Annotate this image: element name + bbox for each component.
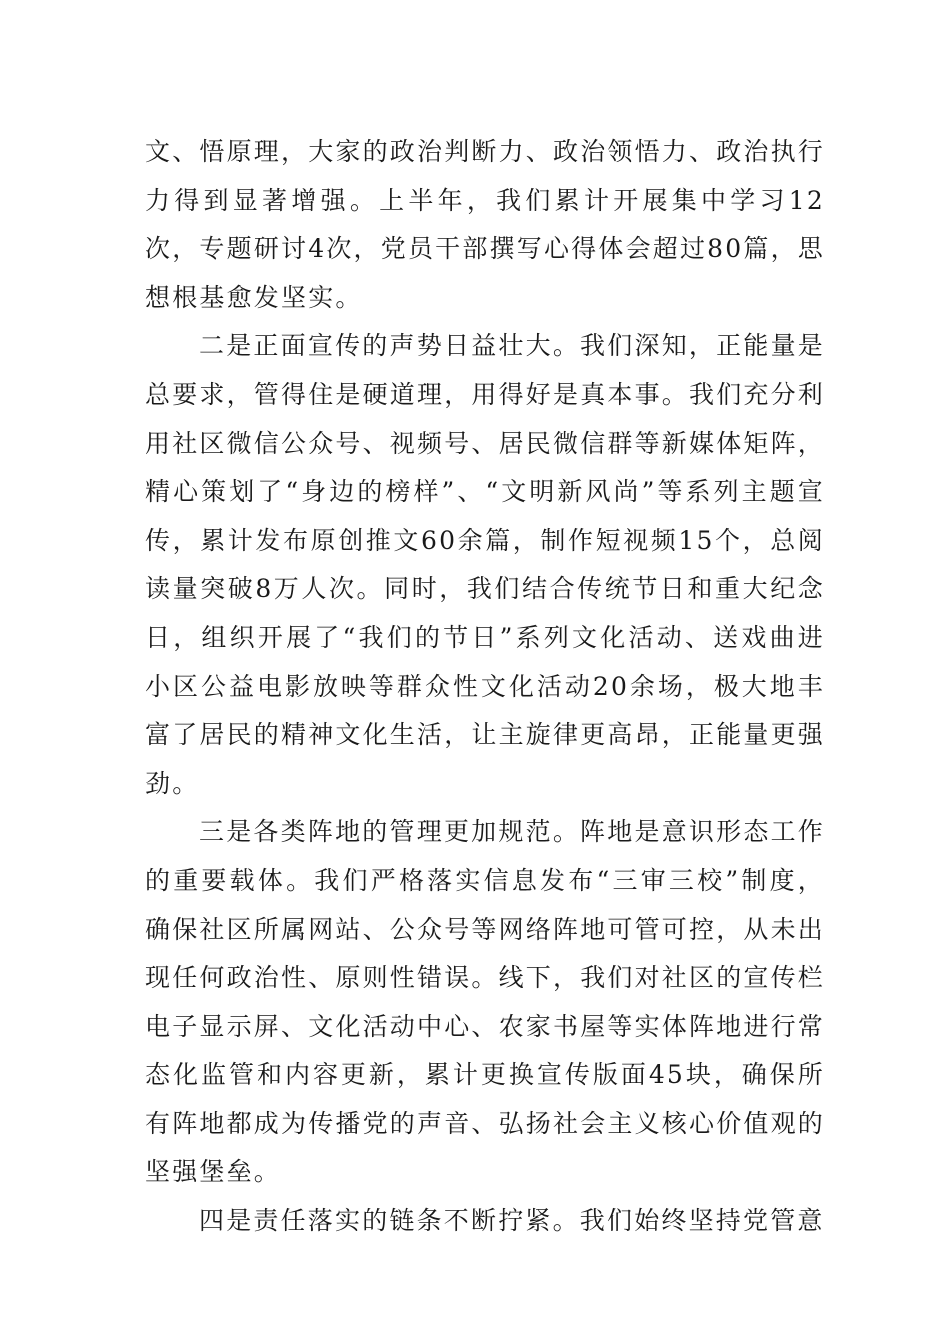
- paragraph-2: 二是正面宣传的声势日益壮大。我们深知，正能量是总要求，管得住是硬道理，用得好是真本事。我们充分利用社区微信公众号、视频号、居民微信群等新媒体矩阵，精心策划了“身边的榜样”、“文明新风尚”等系列主题宣传，累计发布原创推文60余篇，制作短视频15个，总阅读量突破8万人次。同时，我们结合传统节日和重大纪念日，组织开展了“我们的节日”系列文化活动、送戏曲进小区公益电影放映等群众性文化活动20余场，极大地丰富了居民的精神文化生活，让主旋律更高昂，正能量更强劲。: [145, 331, 826, 798]
- paragraph-3: 三是各类阵地的管理更加规范。阵地是意识形态工作的重要载体。我们严格落实信息发布“三审三校”制度，确保社区所属网站、公众号等网络阵地可管可控，从未出现任何政治性、原则性错误。线下，我们对社区的宣传栏电子显示屏、文化活动中心、农家书屋等实体阵地进行常态化监管和内容更新，累计更换宣传版面45块，确保所有阵地都成为传播党的声音、弘扬社会主义核心价值观的坚强堡垒。: [145, 817, 826, 1187]
- paragraph-4: 四是责任落实的链条不断拧紧。我们始终坚持党管意: [199, 1206, 825, 1236]
- paragraph-1: 文、悟原理，大家的政治判断力、政治领悟力、政治执行力得到显著增强。上半年，我们累计开展集中学习12次，专题研讨4次，党员干部撰写心得体会超过80篇，思想根基愈发坚实。: [145, 137, 826, 312]
- document-body: [145, 128, 825, 1246]
